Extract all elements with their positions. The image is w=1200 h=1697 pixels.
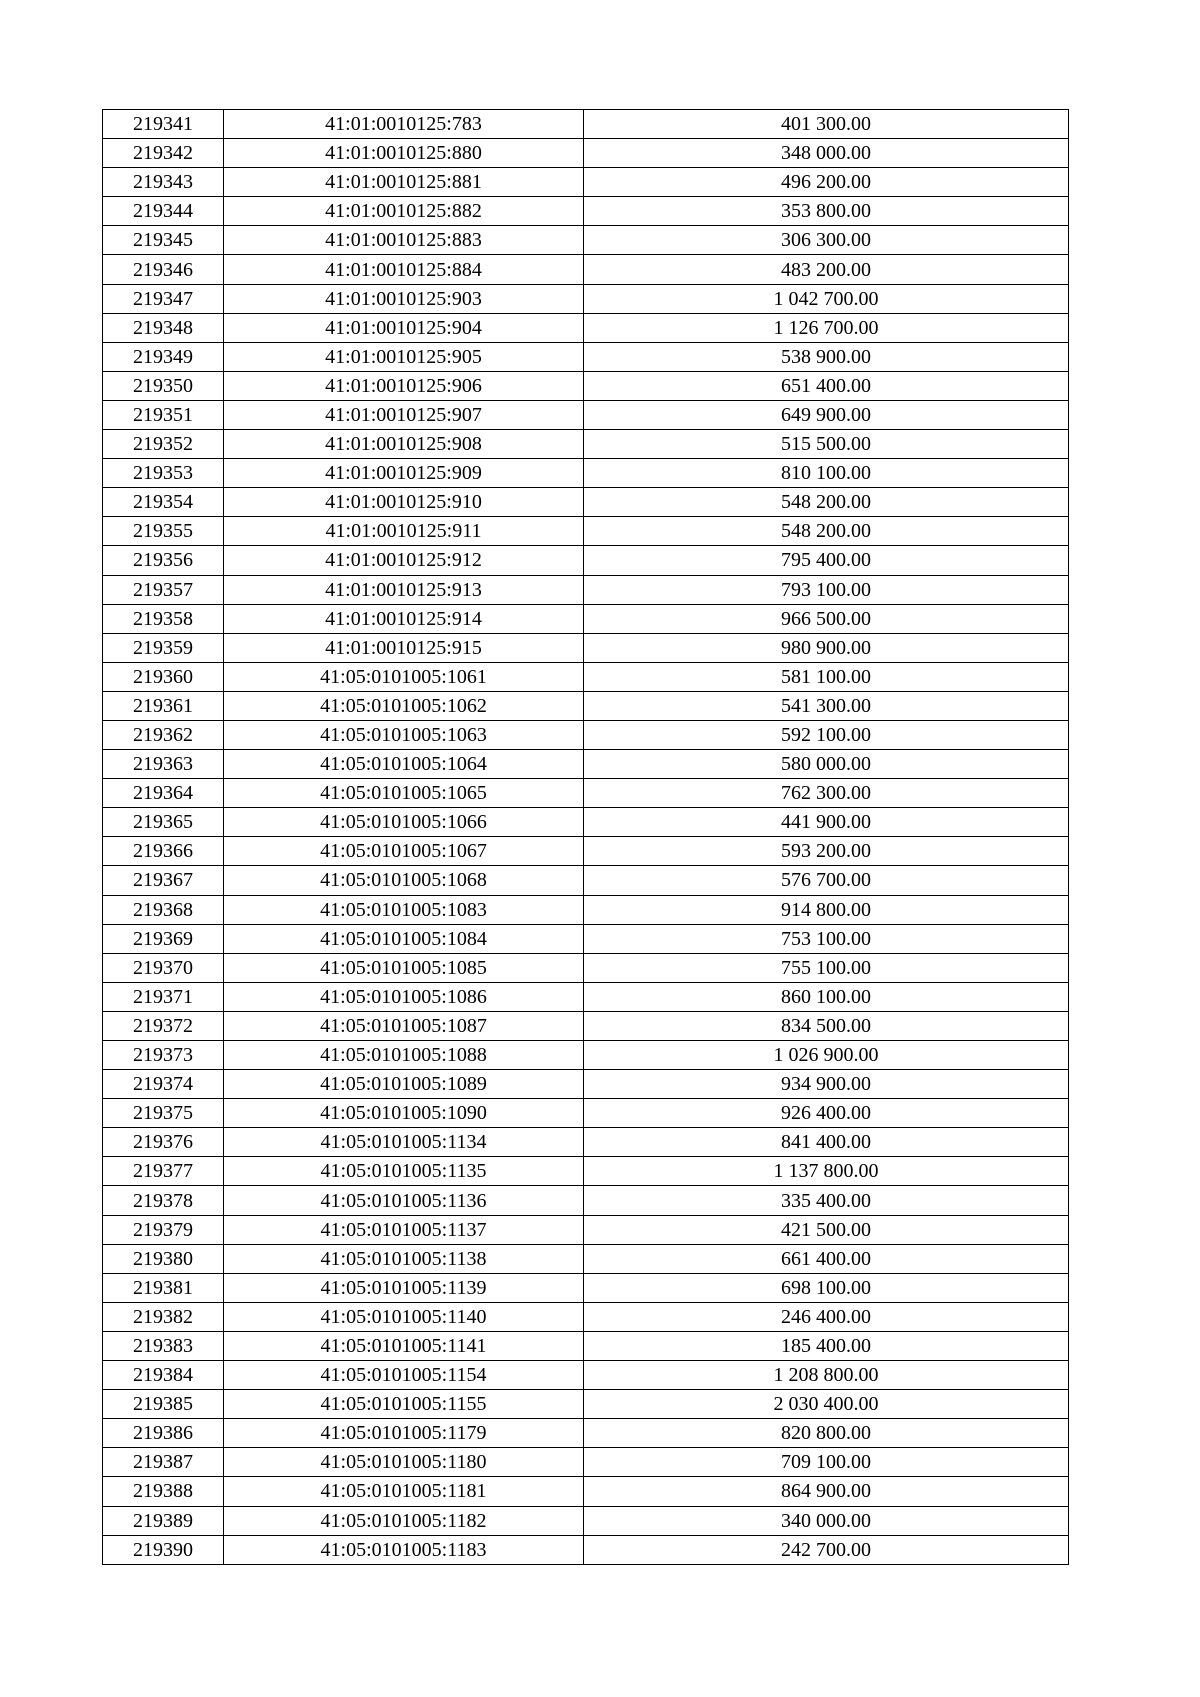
cadastral-value-cell: 649 900.00 (584, 400, 1069, 429)
table-row (103, 313, 1069, 342)
cadastral-value-cell: 651 400.00 (584, 371, 1069, 400)
cadastral-value-cell: 934 900.00 (584, 1070, 1069, 1099)
table-row (103, 895, 1069, 924)
cadastral-number-cell: 41:05:0101005:1134 (224, 1128, 584, 1157)
row-id-cell: 219382 (103, 1302, 224, 1331)
cadastral-number-cell: 41:01:0010125:908 (224, 430, 584, 459)
cadastral-number-cell: 41:01:0010125:910 (224, 488, 584, 517)
cadastral-value-cell: 755 100.00 (584, 953, 1069, 982)
table-row (103, 1477, 1069, 1506)
row-id-cell: 219372 (103, 1011, 224, 1040)
row-id-cell: 219361 (103, 691, 224, 720)
row-id-cell: 219383 (103, 1331, 224, 1360)
table-row (103, 371, 1069, 400)
table-row (103, 1099, 1069, 1128)
cadastral-value-cell: 538 900.00 (584, 342, 1069, 371)
cadastral-number-cell: 41:05:0101005:1155 (224, 1390, 584, 1419)
table-row (103, 982, 1069, 1011)
table-row (103, 488, 1069, 517)
table-row (103, 953, 1069, 982)
cadastral-value-cell: 515 500.00 (584, 430, 1069, 459)
table-row (103, 110, 1069, 139)
cadastral-value-cell: 441 900.00 (584, 808, 1069, 837)
row-id-cell: 219368 (103, 895, 224, 924)
row-id-cell: 219371 (103, 982, 224, 1011)
row-id-cell: 219344 (103, 197, 224, 226)
cadastral-number-cell: 41:05:0101005:1088 (224, 1041, 584, 1070)
cadastral-number-cell: 41:05:0101005:1181 (224, 1477, 584, 1506)
cadastral-number-cell: 41:05:0101005:1087 (224, 1011, 584, 1040)
cadastral-value-cell: 820 800.00 (584, 1419, 1069, 1448)
cadastral-value-cell: 242 700.00 (584, 1535, 1069, 1564)
cadastral-number-cell: 41:05:0101005:1062 (224, 691, 584, 720)
cadastral-number-cell: 41:05:0101005:1063 (224, 720, 584, 749)
row-id-cell: 219363 (103, 750, 224, 779)
cadastral-value-cell: 864 900.00 (584, 1477, 1069, 1506)
table-row (103, 575, 1069, 604)
cadastral-number-cell: 41:05:0101005:1183 (224, 1535, 584, 1564)
row-id-cell: 219380 (103, 1244, 224, 1273)
cadastral-number-cell: 41:05:0101005:1139 (224, 1273, 584, 1302)
row-id-cell: 219386 (103, 1419, 224, 1448)
row-id-cell: 219379 (103, 1215, 224, 1244)
row-id-cell: 219362 (103, 720, 224, 749)
row-id-cell: 219390 (103, 1535, 224, 1564)
cadastral-value-cell: 496 200.00 (584, 168, 1069, 197)
row-id-cell: 219373 (103, 1041, 224, 1070)
cadastral-number-cell: 41:05:0101005:1136 (224, 1186, 584, 1215)
table-row (103, 1041, 1069, 1070)
table-row (103, 1186, 1069, 1215)
cadastral-value-cell: 580 000.00 (584, 750, 1069, 779)
table-row (103, 139, 1069, 168)
row-id-cell: 219367 (103, 866, 224, 895)
table-row (103, 1011, 1069, 1040)
table-row (103, 1302, 1069, 1331)
cadastral-value-cell: 483 200.00 (584, 255, 1069, 284)
cadastral-value-cell: 340 000.00 (584, 1506, 1069, 1535)
cadastral-value-cell: 593 200.00 (584, 837, 1069, 866)
row-id-cell: 219360 (103, 662, 224, 691)
row-id-cell: 219389 (103, 1506, 224, 1535)
row-id-cell: 219345 (103, 226, 224, 255)
cadastral-number-cell: 41:01:0010125:913 (224, 575, 584, 604)
cadastral-number-cell: 41:01:0010125:904 (224, 313, 584, 342)
cadastral-number-cell: 41:05:0101005:1141 (224, 1331, 584, 1360)
cadastral-value-table (102, 109, 1069, 1565)
table-row (103, 168, 1069, 197)
cadastral-number-cell: 41:05:0101005:1065 (224, 779, 584, 808)
table-row (103, 1506, 1069, 1535)
table-row (103, 837, 1069, 866)
cadastral-number-cell: 41:05:0101005:1061 (224, 662, 584, 691)
table-row (103, 1361, 1069, 1390)
row-id-cell: 219370 (103, 953, 224, 982)
table-row (103, 197, 1069, 226)
cadastral-value-cell: 1 208 800.00 (584, 1361, 1069, 1390)
table-row (103, 1390, 1069, 1419)
row-id-cell: 219376 (103, 1128, 224, 1157)
cadastral-number-cell: 41:05:0101005:1138 (224, 1244, 584, 1273)
table-row (103, 226, 1069, 255)
cadastral-value-cell: 2 030 400.00 (584, 1390, 1069, 1419)
row-id-cell: 219358 (103, 604, 224, 633)
cadastral-value-cell: 793 100.00 (584, 575, 1069, 604)
table-row (103, 1448, 1069, 1477)
table-row (103, 750, 1069, 779)
cadastral-value-cell: 548 200.00 (584, 488, 1069, 517)
row-id-cell: 219377 (103, 1157, 224, 1186)
row-id-cell: 219348 (103, 313, 224, 342)
table-row (103, 517, 1069, 546)
cadastral-value-cell: 1 137 800.00 (584, 1157, 1069, 1186)
row-id-cell: 219350 (103, 371, 224, 400)
row-id-cell: 219385 (103, 1390, 224, 1419)
cadastral-value-cell: 592 100.00 (584, 720, 1069, 749)
cadastral-number-cell: 41:05:0101005:1086 (224, 982, 584, 1011)
table-row (103, 1128, 1069, 1157)
table-row (103, 1215, 1069, 1244)
cadastral-value-cell: 980 900.00 (584, 633, 1069, 662)
cadastral-value-cell: 421 500.00 (584, 1215, 1069, 1244)
cadastral-number-cell: 41:01:0010125:909 (224, 459, 584, 488)
cadastral-value-cell: 860 100.00 (584, 982, 1069, 1011)
cadastral-number-cell: 41:05:0101005:1066 (224, 808, 584, 837)
row-id-cell: 219343 (103, 168, 224, 197)
row-id-cell: 219353 (103, 459, 224, 488)
cadastral-value-cell: 335 400.00 (584, 1186, 1069, 1215)
row-id-cell: 219384 (103, 1361, 224, 1390)
table-row (103, 546, 1069, 575)
row-id-cell: 219387 (103, 1448, 224, 1477)
table-row (103, 1419, 1069, 1448)
cadastral-number-cell: 41:01:0010125:907 (224, 400, 584, 429)
cadastral-number-cell: 41:01:0010125:903 (224, 284, 584, 313)
row-id-cell: 219365 (103, 808, 224, 837)
cadastral-number-cell: 41:01:0010125:912 (224, 546, 584, 575)
cadastral-value-cell: 581 100.00 (584, 662, 1069, 691)
table-row (103, 1157, 1069, 1186)
cadastral-value-cell: 966 500.00 (584, 604, 1069, 633)
cadastral-value-cell: 576 700.00 (584, 866, 1069, 895)
cadastral-number-cell: 41:05:0101005:1179 (224, 1419, 584, 1448)
cadastral-number-cell: 41:05:0101005:1180 (224, 1448, 584, 1477)
cadastral-number-cell: 41:05:0101005:1137 (224, 1215, 584, 1244)
cadastral-value-cell: 914 800.00 (584, 895, 1069, 924)
row-id-cell: 219355 (103, 517, 224, 546)
cadastral-value-cell: 698 100.00 (584, 1273, 1069, 1302)
cadastral-number-cell: 41:05:0101005:1085 (224, 953, 584, 982)
cadastral-value-cell: 709 100.00 (584, 1448, 1069, 1477)
cadastral-number-cell: 41:05:0101005:1067 (224, 837, 584, 866)
table-row (103, 779, 1069, 808)
cadastral-number-cell: 41:01:0010125:884 (224, 255, 584, 284)
row-id-cell: 219375 (103, 1099, 224, 1128)
table-row (103, 255, 1069, 284)
table-row (103, 430, 1069, 459)
table-row (103, 1273, 1069, 1302)
row-id-cell: 219356 (103, 546, 224, 575)
row-id-cell: 219354 (103, 488, 224, 517)
cadastral-value-cell: 1 126 700.00 (584, 313, 1069, 342)
row-id-cell: 219359 (103, 633, 224, 662)
cadastral-value-cell: 795 400.00 (584, 546, 1069, 575)
row-id-cell: 219381 (103, 1273, 224, 1302)
table-row (103, 604, 1069, 633)
cadastral-value-cell: 1 026 900.00 (584, 1041, 1069, 1070)
row-id-cell: 219357 (103, 575, 224, 604)
cadastral-value-cell: 306 300.00 (584, 226, 1069, 255)
table-body (103, 110, 1069, 1565)
cadastral-number-cell: 41:01:0010125:911 (224, 517, 584, 546)
cadastral-value-cell: 926 400.00 (584, 1099, 1069, 1128)
table-row (103, 342, 1069, 371)
row-id-cell: 219352 (103, 430, 224, 459)
cadastral-value-cell: 185 400.00 (584, 1331, 1069, 1360)
cadastral-value-cell: 834 500.00 (584, 1011, 1069, 1040)
cadastral-number-cell: 41:01:0010125:883 (224, 226, 584, 255)
cadastral-number-cell: 41:05:0101005:1154 (224, 1361, 584, 1390)
cadastral-value-cell: 762 300.00 (584, 779, 1069, 808)
table-row (103, 866, 1069, 895)
row-id-cell: 219351 (103, 400, 224, 429)
table-row (103, 1535, 1069, 1564)
cadastral-number-cell: 41:01:0010125:914 (224, 604, 584, 633)
cadastral-number-cell: 41:05:0101005:1084 (224, 924, 584, 953)
row-id-cell: 219349 (103, 342, 224, 371)
cadastral-number-cell: 41:05:0101005:1135 (224, 1157, 584, 1186)
table-row (103, 1331, 1069, 1360)
row-id-cell: 219364 (103, 779, 224, 808)
row-id-cell: 219374 (103, 1070, 224, 1099)
row-id-cell: 219388 (103, 1477, 224, 1506)
table-row (103, 284, 1069, 313)
cadastral-value-cell: 541 300.00 (584, 691, 1069, 720)
cadastral-value-cell: 401 300.00 (584, 110, 1069, 139)
table-row (103, 808, 1069, 837)
cadastral-value-cell: 548 200.00 (584, 517, 1069, 546)
row-id-cell: 219346 (103, 255, 224, 284)
cadastral-number-cell: 41:01:0010125:783 (224, 110, 584, 139)
row-id-cell: 219347 (103, 284, 224, 313)
table-row (103, 662, 1069, 691)
cadastral-number-cell: 41:05:0101005:1182 (224, 1506, 584, 1535)
cadastral-value-cell: 841 400.00 (584, 1128, 1069, 1157)
cadastral-number-cell: 41:01:0010125:915 (224, 633, 584, 662)
table-row (103, 924, 1069, 953)
cadastral-value-cell: 810 100.00 (584, 459, 1069, 488)
table-row (103, 691, 1069, 720)
table-row (103, 459, 1069, 488)
cadastral-value-cell: 1 042 700.00 (584, 284, 1069, 313)
row-id-cell: 219341 (103, 110, 224, 139)
cadastral-value-cell: 246 400.00 (584, 1302, 1069, 1331)
row-id-cell: 219366 (103, 837, 224, 866)
cadastral-value-cell: 348 000.00 (584, 139, 1069, 168)
table-row (103, 400, 1069, 429)
table-row (103, 1244, 1069, 1273)
cadastral-number-cell: 41:05:0101005:1089 (224, 1070, 584, 1099)
cadastral-value-cell: 353 800.00 (584, 197, 1069, 226)
table-row (103, 633, 1069, 662)
cadastral-number-cell: 41:01:0010125:905 (224, 342, 584, 371)
table-row (103, 1070, 1069, 1099)
cadastral-number-cell: 41:05:0101005:1068 (224, 866, 584, 895)
cadastral-number-cell: 41:05:0101005:1064 (224, 750, 584, 779)
cadastral-value-cell: 661 400.00 (584, 1244, 1069, 1273)
cadastral-number-cell: 41:05:0101005:1090 (224, 1099, 584, 1128)
cadastral-value-cell: 753 100.00 (584, 924, 1069, 953)
cadastral-number-cell: 41:01:0010125:881 (224, 168, 584, 197)
cadastral-number-cell: 41:01:0010125:906 (224, 371, 584, 400)
table-row (103, 720, 1069, 749)
row-id-cell: 219342 (103, 139, 224, 168)
cadastral-number-cell: 41:05:0101005:1083 (224, 895, 584, 924)
row-id-cell: 219378 (103, 1186, 224, 1215)
cadastral-number-cell: 41:01:0010125:882 (224, 197, 584, 226)
cadastral-number-cell: 41:05:0101005:1140 (224, 1302, 584, 1331)
cadastral-number-cell: 41:01:0010125:880 (224, 139, 584, 168)
row-id-cell: 219369 (103, 924, 224, 953)
